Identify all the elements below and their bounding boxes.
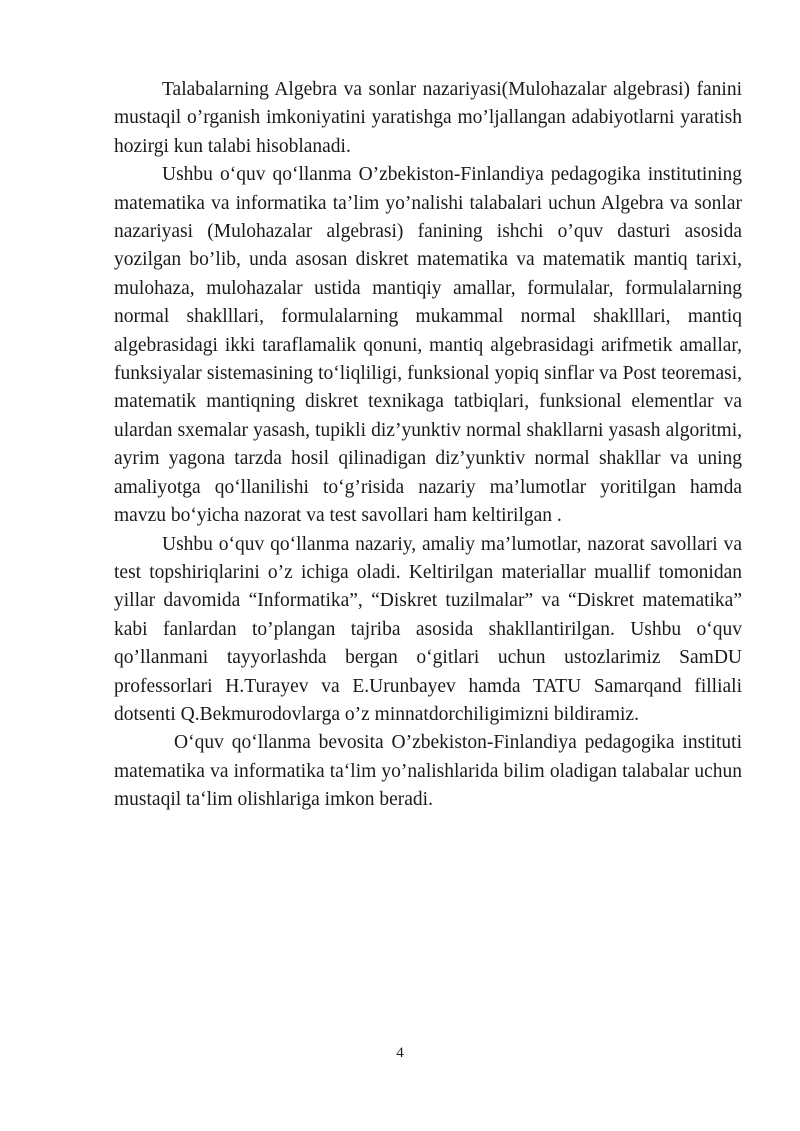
paragraph-purpose: O‘quv qo‘llanma bevosita O’zbekiston-Finlandiya pedagogika instituti matematika va informatika ta‘lim yo’nalishlarida bilim oladigan talabalar uchun mustaqil ta‘lim olishlariga imkon beradi.: [114, 732, 742, 811]
body-text: [114, 76, 742, 815]
paragraph-materials: Ushbu o‘quv qo‘llanma nazariy, amaliy ma’lumotlar, nazorat savollari va test topshiriqlarini o’z ichiga oladi. Keltirilgan materiallar muallif tomonidan yillar davomida “Informatika”, “Diskret tuzilmalar” va “Diskret matematika” kabi fanlardan to’plangan tajriba asosida shakllantirilgan. Ushbu o‘quv qo’llanmani tayyorlashda bergan o‘gitlari uchun ustozlarimiz SamDU professorlari H.Turayev va E.Urunbayev hamda TATU Samarqand filliali dotsenti Q.Bekmurodovlarga o’z minnatdorchiligimizni bildiramiz.: [114, 533, 742, 725]
paragraph-intro: Talabalarning Algebra va sonlar nazariyasi(Mulohazalar algebrasi) fanini mustaqil o’rganish imkoniyatini yaratishga mo’ljallangan adabiyotlarni yaratish hozirgi kun talabi hisoblanadi.: [114, 79, 742, 157]
page-number: 4: [396, 1045, 404, 1061]
paragraph-contents: Ushbu o‘quv qo‘llanma O’zbekiston-Finlandiya pedagogika institutining matematika va informatika ta’lim yo’nalishi talabalari uchun Algebra va sonlar nazariyasi (Mulohazalar algebrasi) fanining ishchi o’quv dasturi asosida yozilgan bo’lib, unda asosan diskret matematika va matematik mantiq tarixi, mulohaza, mulohazalar ustida mantiqiy amallar, formulalar, formulalarning normal shaklllari, formulalarning mukammal normal shaklllari, mantiq algebrasidagi ikki taraflamalik qonuni, mantiq algebrasidagi arifmetik amallar, funksiyalar sistemasining to‘liqliligi, funksional yopiq sinflar va Post teoremasi, matematik mantiqning diskret texnikaga tatbiqlari, funksional elementlar va ulardan sxemalar yasash, tupikli diz’yunktiv normal shakllarni yasash algoritmi, ayrim yagona tarzda hosil qilinadigan diz’yunktiv normal shakllar va uning amaliyotga qo‘llanilishi to‘g’risida nazariy ma’lumotlar yoritilgan hamda mavzu bo‘yicha nazorat va test savollari ham keltirilgan .: [114, 164, 742, 527]
